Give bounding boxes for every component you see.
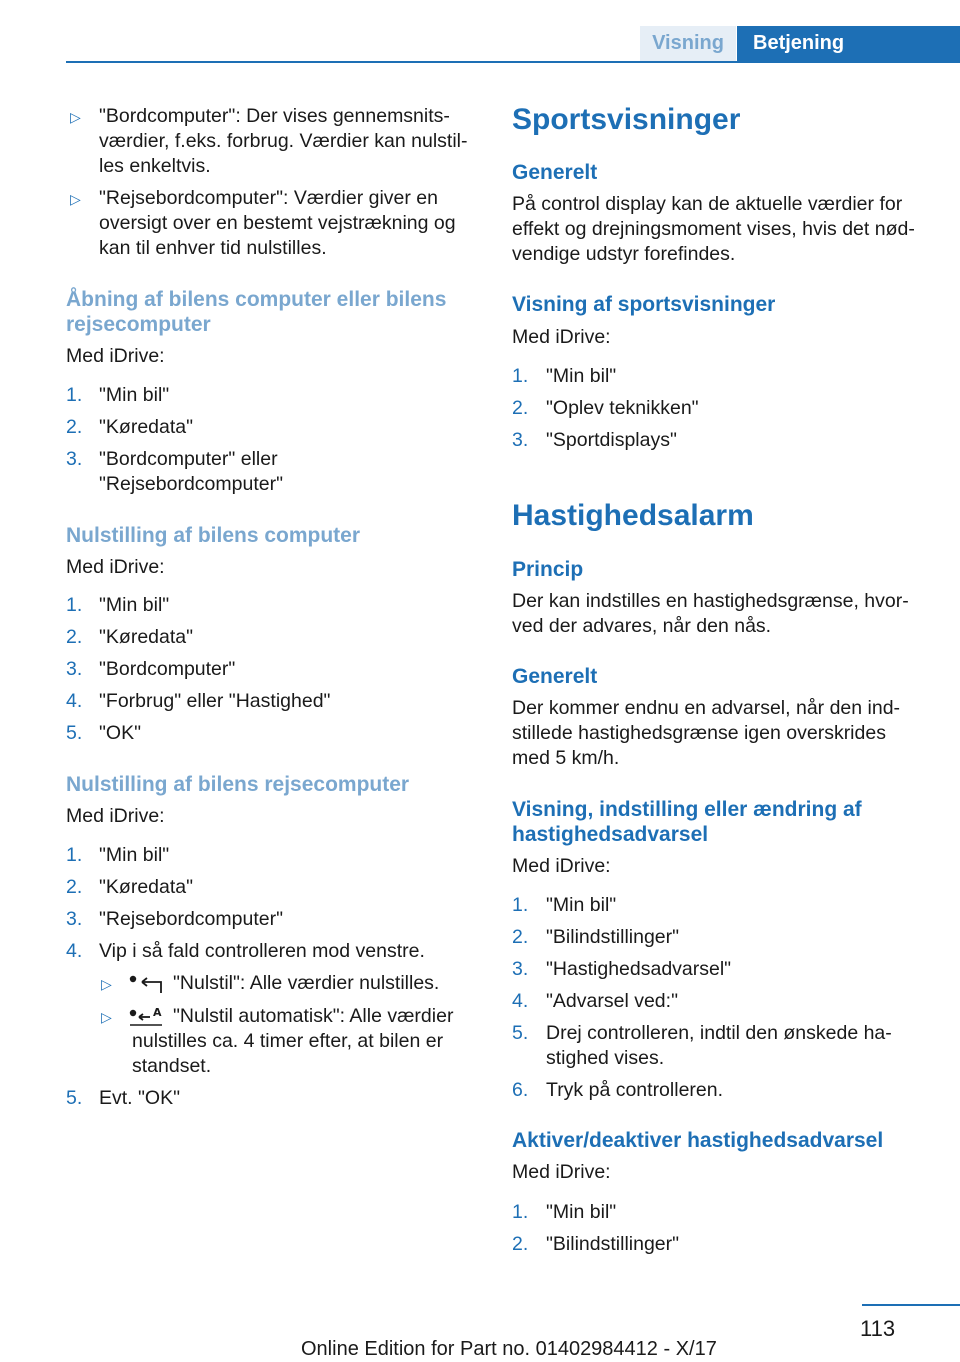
step-number: 1. [66, 844, 83, 866]
step-number: 2. [66, 626, 83, 648]
step-number: 1. [66, 384, 83, 406]
section-heading: Åbning af bilens computer eller bilens [66, 288, 447, 311]
step-text: "Bordcomputer" eller [99, 448, 278, 470]
step-number: 1. [512, 1201, 529, 1223]
step-text: "Bordcomputer" [99, 658, 236, 680]
page-number: 113 [860, 1316, 896, 1341]
body-text: På control display kan de aktuelle værdier for [512, 193, 903, 215]
bullet-text: "Bordcomputer": Der vises gennemsnits- [99, 105, 450, 127]
step-number: 3. [66, 658, 83, 680]
step-number: 4. [512, 990, 529, 1012]
bullet-text: oversigt over en bestemt vejstrækning og [99, 212, 456, 234]
step-number: 1. [512, 365, 529, 387]
step-text: "Rejsebordcomputer" [99, 473, 284, 495]
idrive-label: Med iDrive: [66, 805, 165, 827]
bullet-marker: ▷ [101, 976, 112, 992]
step-number: 1. [512, 894, 529, 916]
step-text: Evt. "OK" [99, 1087, 181, 1109]
bullet-text: les enkeltvis. [99, 155, 211, 177]
svg-text:A: A [153, 1006, 162, 1019]
section-heading: Visning, indstilling eller ændring af [512, 798, 862, 821]
section-heading: rejsecomputer [66, 313, 211, 336]
step-text: "Køredata" [99, 626, 194, 648]
step-number: 5. [66, 1087, 83, 1109]
step-text: "Advarsel ved:" [546, 990, 678, 1012]
section-heading: Nulstilling af bilens computer [66, 524, 361, 547]
section-heading: Visning af sportsvisninger [512, 293, 776, 316]
section-heading: Nulstilling af bilens rejsecomputer [66, 773, 410, 796]
step-text: "Sportdisplays" [546, 429, 677, 451]
step-number: 2. [66, 876, 83, 898]
sub-bullet-text: standset. [132, 1055, 212, 1077]
idrive-label: Med iDrive: [512, 1161, 611, 1183]
header-rule [66, 61, 960, 63]
step-number: 3. [66, 448, 83, 470]
body-text: stillede hastighedsgrænse igen overskrides [512, 722, 886, 744]
step-text: "Køredata" [99, 416, 194, 438]
step-number: 1. [66, 594, 83, 616]
section-heading: Generelt [512, 161, 598, 184]
step-number: 4. [66, 940, 83, 962]
body-text: ved der advares, når den nås. [512, 615, 772, 637]
step-number: 2. [512, 926, 529, 948]
step-number: 3. [512, 429, 529, 451]
step-text: stighed vises. [546, 1047, 665, 1069]
footer-rule [862, 1304, 960, 1306]
tab-visning: Visning [640, 26, 736, 61]
sub-bullet-text: "Nulstil": Alle værdier nulstilles. [173, 972, 440, 994]
section-heading: Aktiver/deaktiver hastighedsadvarsel [512, 1129, 884, 1152]
step-number: 6. [512, 1079, 529, 1101]
idrive-label: Med iDrive: [512, 855, 611, 877]
step-number: 5. [66, 722, 83, 744]
section-heading: hastighedsadvarsel [512, 823, 709, 846]
chapter-heading: Hastighedsalarm [512, 499, 754, 532]
step-text: Drej controlleren, indtil den ønskede ha- [546, 1022, 892, 1044]
step-text: Tryk på controlleren. [546, 1079, 724, 1101]
bullet-text: kan til enhver tid nulstilles. [99, 237, 327, 259]
step-number: 2. [66, 416, 83, 438]
step-text: "Min bil" [99, 594, 170, 616]
step-number: 3. [512, 958, 529, 980]
step-text: "Min bil" [546, 894, 617, 916]
footer-edition: Online Edition for Part no. 01402984412 - X/17 [301, 1338, 717, 1360]
step-text: "Hastighedsadvarsel" [546, 958, 732, 980]
bullet-text: værdier, f.eks. forbrug. Værdier kan nulstil- [99, 130, 468, 152]
step-text: "Rejsebordcomputer" [99, 908, 284, 930]
idrive-label: Med iDrive: [66, 556, 165, 578]
sub-bullet-text: nulstilles ca. 4 timer efter, at bilen er [132, 1030, 444, 1052]
step-text: "Bilindstillinger" [546, 1233, 680, 1255]
body-text: Der kan indstilles en hastighedsgrænse, hvor- [512, 590, 909, 612]
bullet-text: "Rejsebordcomputer": Værdier giver en [99, 187, 438, 209]
page-header [0, 0, 960, 62]
auto-reset-icon [128, 1005, 164, 1027]
body-text: Der kommer endnu en advarsel, når den ind- [512, 697, 901, 719]
section-heading: Princip [512, 558, 584, 581]
step-text: "Oplev teknikken" [546, 397, 699, 419]
idrive-label: Med iDrive: [512, 326, 611, 348]
step-number: 2. [512, 1233, 529, 1255]
step-text: "Min bil" [546, 365, 617, 387]
step-text: Vip i så fald controlleren mod venstre. [99, 940, 425, 962]
body-text: effekt og drejningsmoment vises, hvis det nød- [512, 218, 915, 240]
tab-betjening: Betjening [737, 26, 960, 61]
step-text: "Min bil" [99, 384, 170, 406]
step-number: 3. [66, 908, 83, 930]
reset-icon [128, 974, 164, 996]
step-number: 2. [512, 397, 529, 419]
bullet-marker: ▷ [70, 109, 81, 125]
body-text: vendige udstyr forefindes. [512, 243, 736, 265]
sub-bullet-text: "Nulstil automatisk": Alle værdier [173, 1005, 454, 1027]
step-text: "OK" [99, 722, 142, 744]
chapter-heading: Sportsvisninger [512, 103, 741, 136]
bullet-marker: ▷ [70, 191, 81, 207]
bullet-marker: ▷ [101, 1009, 112, 1025]
step-text: "Forbrug" eller "Hastighed" [99, 690, 331, 712]
step-text: "Min bil" [99, 844, 170, 866]
step-text: "Min bil" [546, 1201, 617, 1223]
step-text: "Bilindstillinger" [546, 926, 680, 948]
section-heading: Generelt [512, 665, 598, 688]
step-number: 4. [66, 690, 83, 712]
body-text: med 5 km/h. [512, 747, 620, 769]
step-text: "Køredata" [99, 876, 194, 898]
idrive-label: Med iDrive: [66, 345, 165, 367]
step-number: 5. [512, 1022, 529, 1044]
